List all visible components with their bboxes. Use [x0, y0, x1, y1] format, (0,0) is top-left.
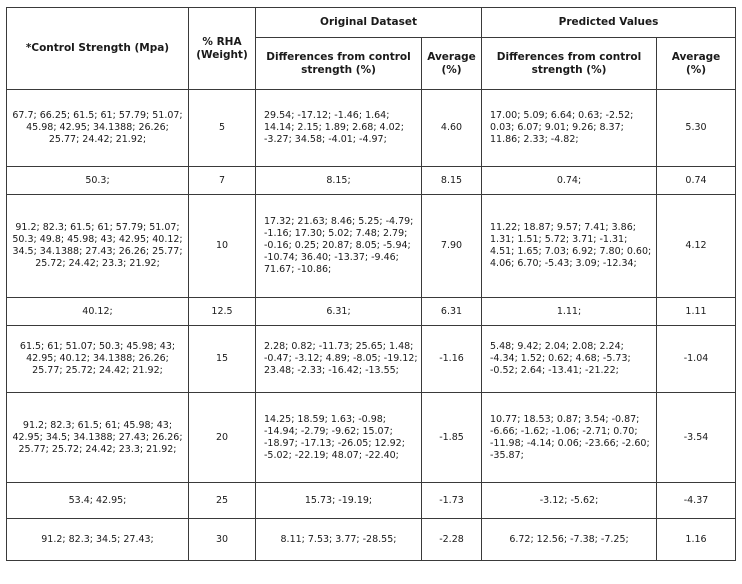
table-row	[7, 393, 736, 483]
cell-pred-diff: 6.72; 12.56; -7.38; -7.25;	[482, 519, 657, 561]
table-row	[7, 90, 736, 167]
header-diff-original: Differences from control strength (%)	[256, 38, 422, 90]
cell-rha: 10	[189, 195, 256, 298]
header-row-top	[7, 8, 736, 38]
cell-pred-avg: 1.16	[657, 519, 736, 561]
cell-pred-avg: -3.54	[657, 393, 736, 483]
table-container	[6, 7, 736, 561]
cell-control-strength: 91.2; 82.3; 61.5; 61; 57.79; 51.07; 50.3; 49.8; 45.98; 43; 42.95; 40.12; 34.5; 34.1388; 27.43; 26.26; 25.77; 25.72; 24.42; 23.3; 21.92;	[7, 195, 189, 298]
cell-orig-avg: 4.60	[422, 90, 482, 167]
cell-rha: 25	[189, 483, 256, 519]
cell-orig-avg: -1.73	[422, 483, 482, 519]
cell-orig-avg: 6.31	[422, 298, 482, 326]
cell-rha: 30	[189, 519, 256, 561]
cell-pred-diff: 11.22; 18.87; 9.57; 7.41; 3.86; 1.31; 1.51; 5.72; 3.71; -1.31; 4.51; 1.65; 7.03; 6.92; 7.80; 0.60; 4.06; 6.70; -5.43; 3.09; -12.34;	[482, 195, 657, 298]
cell-rha: 5	[189, 90, 256, 167]
table-row	[7, 167, 736, 195]
cell-pred-diff: 10.77; 18.53; 0.87; 3.54; -0.87; -6.66; -1.62; -1.06; -2.71; 0.70; -11.98; -4.14; 0.06; -23.66; -2.60; -35.87;	[482, 393, 657, 483]
cell-rha: 15	[189, 326, 256, 393]
cell-rha: 7	[189, 167, 256, 195]
header-control-strength: *Control Strength (Mpa)	[7, 8, 189, 90]
cell-orig-diff: 8.11; 7.53; 3.77; -28.55;	[256, 519, 422, 561]
header-diff-predicted: Differences from control strength (%)	[482, 38, 657, 90]
cell-rha: 12.5	[189, 298, 256, 326]
cell-orig-diff: 6.31;	[256, 298, 422, 326]
cell-pred-diff: -3.12; -5.62;	[482, 483, 657, 519]
cell-control-strength: 50.3;	[7, 167, 189, 195]
table-row	[7, 298, 736, 326]
cell-orig-avg: 8.15	[422, 167, 482, 195]
cell-control-strength: 91.2; 82.3; 34.5; 27.43;	[7, 519, 189, 561]
table-row	[7, 326, 736, 393]
header-original-dataset: Original Dataset	[256, 8, 482, 38]
cell-control-strength: 61.5; 61; 51.07; 50.3; 45.98; 43; 42.95; 40.12; 34.1388; 26.26; 25.77; 25.72; 24.42; 21.92;	[7, 326, 189, 393]
cell-pred-avg: 1.11	[657, 298, 736, 326]
header-predicted-values: Predicted Values	[482, 8, 736, 38]
cell-orig-diff: 17.32; 21.63; 8.46; 5.25; -4.79; -1.16; 17.30; 5.02; 7.48; 2.79; -0.16; 0.25; 20.87; 8.05; -5.94; -10.74; 36.40; -13.37; -9.46; 71.67; -10.86;	[256, 195, 422, 298]
cell-orig-diff: 2.28; 0.82; -11.73; 25.65; 1.48; -0.47; -3.12; 4.89; -8.05; -19.12; 23.48; -2.33; -16.42; -13.55;	[256, 326, 422, 393]
cell-pred-diff: 5.48; 9.42; 2.04; 2.08; 2.24; -4.34; 1.52; 0.62; 4.68; -5.73; -0.52; 2.64; -13.41; -21.22;	[482, 326, 657, 393]
header-avg-original: Average (%)	[422, 38, 482, 90]
cell-pred-diff: 0.74;	[482, 167, 657, 195]
cell-pred-avg: -1.04	[657, 326, 736, 393]
table-row	[7, 519, 736, 561]
cell-orig-avg: -1.85	[422, 393, 482, 483]
cell-control-strength: 91.2; 82.3; 61.5; 61; 45.98; 43; 42.95; 34.5; 34.1388; 27.43; 26.26; 25.77; 25.72; 24.42; 23.3; 21.92;	[7, 393, 189, 483]
cell-orig-avg: 7.90	[422, 195, 482, 298]
cell-orig-avg: -2.28	[422, 519, 482, 561]
cell-pred-avg: -4.37	[657, 483, 736, 519]
cell-rha: 20	[189, 393, 256, 483]
results-table	[6, 7, 736, 561]
cell-orig-diff: 14.25; 18.59; 1.63; -0.98; -14.94; -2.79; -9.62; 15.07; -18.97; -17.13; -26.05; 12.92; -5.02; -22.19; 48.07; -22.40;	[256, 393, 422, 483]
cell-orig-diff: 29.54; -17.12; -1.46; 1.64; 14.14; 2.15; 1.89; 2.68; 4.02; -3.27; 34.58; -4.01; -4.97;	[256, 90, 422, 167]
cell-pred-diff: 17.00; 5.09; 6.64; 0.63; -2.52; 0.03; 6.07; 9.01; 9.26; 8.37; 11.86; 2.33; -4.82;	[482, 90, 657, 167]
cell-control-strength: 67.7; 66.25; 61.5; 61; 57.79; 51.07; 45.98; 42.95; 34.1388; 26.26; 25.77; 24.42; 21.92;	[7, 90, 189, 167]
cell-pred-diff: 1.11;	[482, 298, 657, 326]
cell-orig-diff: 15.73; -19.19;	[256, 483, 422, 519]
cell-pred-avg: 0.74	[657, 167, 736, 195]
header-rha: % RHA (Weight)	[189, 8, 256, 90]
cell-control-strength: 40.12;	[7, 298, 189, 326]
table-row	[7, 195, 736, 298]
table-row	[7, 483, 736, 519]
cell-orig-avg: -1.16	[422, 326, 482, 393]
cell-orig-diff: 8.15;	[256, 167, 422, 195]
header-avg-predicted: Average (%)	[657, 38, 736, 90]
cell-pred-avg: 4.12	[657, 195, 736, 298]
cell-pred-avg: 5.30	[657, 90, 736, 167]
cell-control-strength: 53.4; 42.95;	[7, 483, 189, 519]
